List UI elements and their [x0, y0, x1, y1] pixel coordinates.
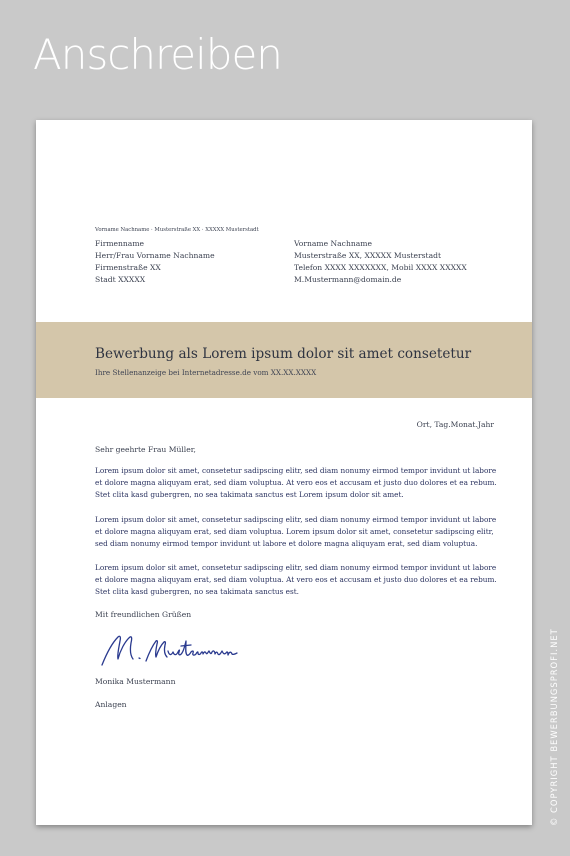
- body-paragraph: [95, 465, 515, 501]
- recipient-city: Stadt XXXXX: [95, 275, 146, 284]
- body-paragraph: [95, 562, 515, 598]
- paragraph-line: et dolore magna aliquyam erat, sed diam voluptua. At vero eos et accusam et justo duo dolores et ea rebum.: [95, 575, 497, 584]
- recipient-address: [95, 238, 215, 286]
- sender-street: Musterstraße XX, XXXXX Musterstadt: [294, 251, 442, 260]
- paragraph-line: Stet clita kasd gubergren, no sea takimata sanctus est.: [95, 587, 299, 596]
- paragraph-line: Lorem ipsum dolor sit amet, consetetur sadipscing elitr, sed diam nonumy eirmod tempor invidunt ut labore: [95, 515, 497, 524]
- enclosures-label: Anlagen: [95, 700, 127, 709]
- paragraph-line: et dolore magna aliquyam erat, sed diam voluptua. At vero eos et accusam et justo duo dolores et ea rebum.: [95, 478, 497, 487]
- body-paragraph: [95, 514, 515, 550]
- paragraph-line: Lorem ipsum dolor sit amet, consetetur sadipscing elitr, sed diam nonumy eirmod tempor invidunt ut labore: [95, 466, 497, 475]
- letter-page: [36, 120, 532, 825]
- subject-line: Bewerbung als Lorem ipsum dolor sit amet consetetur: [95, 346, 472, 362]
- signature-name: Monika Mustermann: [95, 677, 176, 686]
- closing-line: Mit freundlichen Grüßen: [95, 610, 192, 619]
- recipient-person: Herr/Frau Vorname Nachname: [95, 251, 215, 260]
- handwritten-signature: [94, 625, 274, 673]
- paragraph-line: Lorem ipsum dolor sit amet, consetetur sadipscing elitr, sed diam nonumy eirmod tempor invidunt ut labore: [95, 563, 497, 572]
- subject-band: [36, 322, 532, 398]
- sender-email: M.Mustermann@domain.de: [294, 275, 402, 284]
- salutation: Sehr geehrte Frau Müller,: [95, 445, 196, 454]
- sender-address: [294, 238, 467, 286]
- reference-line: Ihre Stellenanzeige bei Internetadresse.de vom XX.XX.XXXX: [95, 368, 317, 377]
- date-line: Ort, Tag.Monat.Jahr: [416, 420, 494, 429]
- recipient-company: Firmenname: [95, 239, 145, 248]
- paragraph-line: et dolore magna aliquyam erat, sed diam voluptua. Lorem ipsum dolor sit amet, consetetur sadipscing elitr,: [95, 527, 494, 536]
- paragraph-line: sed diam nonumy eirmod tempor invidunt ut labore et dolore magna aliquyam erat, sed diam voluptua.: [95, 539, 478, 548]
- sender-phone: Telefon XXXX XXXXXXX, Mobil XXXX XXXXX: [294, 263, 467, 272]
- page-heading: Anschreiben: [33, 30, 282, 79]
- copyright-notice: © COPYRIGHT BEWERBUNGSPROFI.NET: [549, 628, 559, 826]
- sender-return-line: Vorname Nachname · Musterstraße XX · XXXXX Musterstadt: [95, 227, 259, 233]
- recipient-street: Firmenstraße XX: [95, 263, 161, 272]
- paragraph-line: Stet clita kasd gubergren, no sea takimata sanctus est Lorem ipsum dolor sit amet.: [95, 490, 404, 499]
- sender-name: Vorname Nachname: [294, 239, 372, 248]
